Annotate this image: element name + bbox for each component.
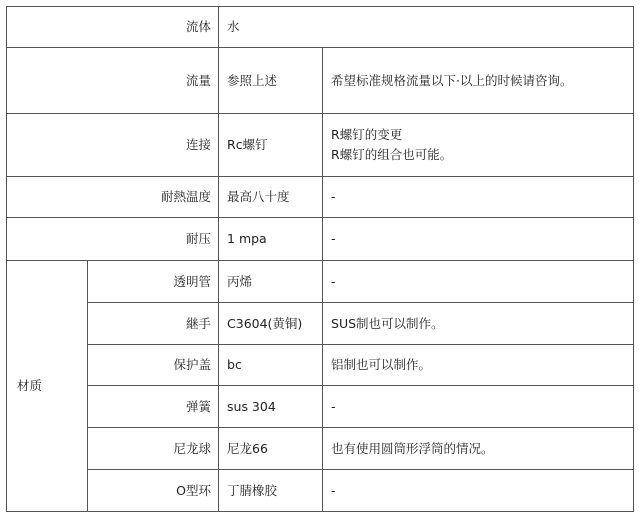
row-material-tube (7, 261, 634, 303)
row-flow (7, 48, 634, 114)
material-note: - (323, 470, 634, 512)
fluid-label: 流体 (7, 7, 219, 48)
material-value: 丙烯 (219, 261, 323, 303)
material-note: SUS制也可以制作。 (323, 303, 634, 345)
flow-label: 流量 (7, 48, 219, 114)
row-fluid (7, 7, 634, 48)
heat-value: 最高八十度 (219, 177, 323, 218)
pressure-label: 耐压 (7, 218, 219, 261)
heat-note: - (323, 177, 634, 218)
row-pressure (7, 218, 634, 261)
material-label: 継手 (88, 303, 219, 345)
material-label: 透明管 (88, 261, 219, 303)
material-value: C3604(黄铜) (219, 303, 323, 345)
pressure-value: 1 mpa (219, 218, 323, 261)
row-connection (7, 114, 634, 177)
material-label: 尼龙球 (88, 428, 219, 470)
material-note: 也有使用圆筒形浮筒的情况。 (323, 428, 634, 470)
pressure-note: - (323, 218, 634, 261)
spec-table (6, 6, 634, 512)
material-value: sus 304 (219, 386, 323, 428)
conn-label: 连接 (7, 114, 219, 177)
conn-note-line-1: R螺钉的变更 (331, 127, 403, 142)
material-value: 丁腈橡胶 (219, 470, 323, 512)
flow-note: 希望标准规格流量以下·以上的时候请咨询。 (323, 48, 634, 114)
material-note: - (323, 261, 634, 303)
row-material-oring (7, 470, 634, 512)
material-value: bc (219, 345, 323, 386)
material-group-label: 材质 (7, 261, 88, 512)
material-label: 弹簧 (88, 386, 219, 428)
conn-note (323, 114, 634, 177)
material-label: 保护盖 (88, 345, 219, 386)
material-note: 铝制也可以制作。 (323, 345, 634, 386)
row-material-ball (7, 428, 634, 470)
heat-label: 耐熱温度 (7, 177, 219, 218)
material-note: - (323, 386, 634, 428)
conn-value: Rc螺钉 (219, 114, 323, 177)
conn-note-line-2: R螺钉的组合也可能。 (331, 147, 453, 162)
material-label: O型环 (88, 470, 219, 512)
fluid-value: 水 (219, 7, 634, 48)
flow-value: 参照上述 (219, 48, 323, 114)
row-material-spring (7, 386, 634, 428)
row-heat (7, 177, 634, 218)
material-value: 尼龙66 (219, 428, 323, 470)
row-material-fitting (7, 303, 634, 345)
row-material-cover (7, 345, 634, 386)
